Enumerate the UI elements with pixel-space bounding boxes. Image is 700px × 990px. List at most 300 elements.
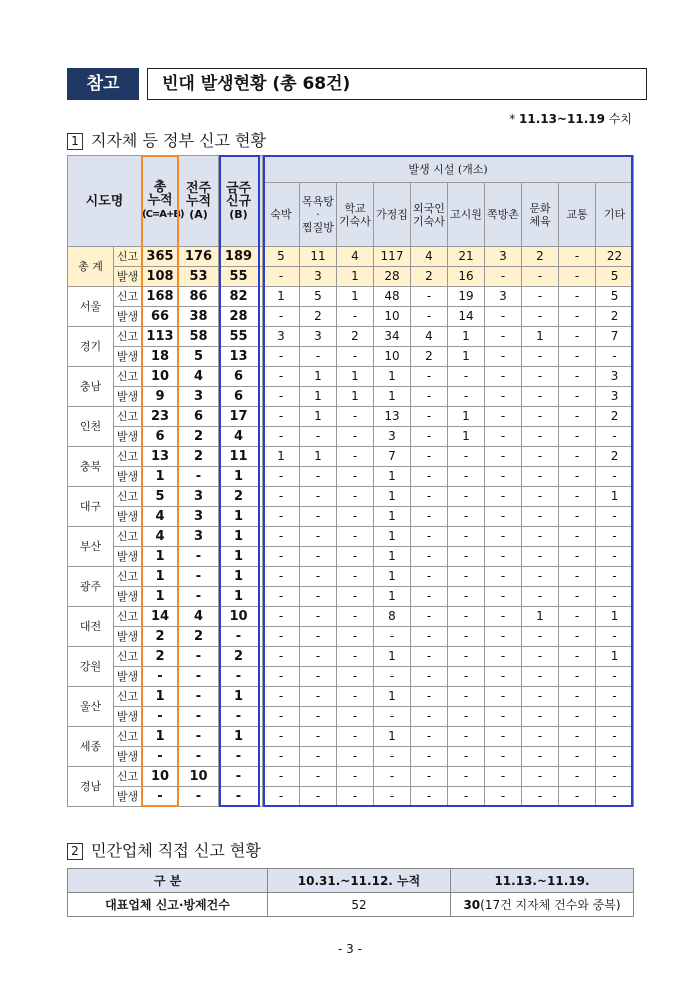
facility-cell: 4 <box>411 247 448 267</box>
facility-cell: - <box>263 587 300 607</box>
facility-cell: - <box>263 707 300 727</box>
facility-cell: 4 <box>337 247 374 267</box>
facility-cell: - <box>522 527 559 547</box>
total-cell: 1 <box>142 547 179 567</box>
facility-cell: - <box>522 467 559 487</box>
facility-cell: - <box>485 407 522 427</box>
table-row <box>68 487 634 507</box>
facility-cell: 1 <box>522 607 559 627</box>
facility-cell: - <box>485 347 522 367</box>
facility-cell: - <box>337 627 374 647</box>
facility-cell: 5 <box>300 287 337 307</box>
new-cell: 4 <box>219 427 259 447</box>
facility-cell: - <box>448 547 485 567</box>
facility-cell: 48 <box>374 287 411 307</box>
row-type: 신고 <box>114 447 142 467</box>
facility-cell: 1 <box>263 447 300 467</box>
facility-cell: - <box>448 487 485 507</box>
facility-cell: - <box>263 267 300 287</box>
facility-cell: - <box>596 427 634 447</box>
title-header <box>67 68 633 100</box>
table-row <box>68 327 634 347</box>
facility-cell: 1 <box>374 467 411 487</box>
facility-cell: - <box>522 727 559 747</box>
section1-number: 1 <box>67 133 83 150</box>
facility-cell: - <box>263 567 300 587</box>
new-cell: 1 <box>219 687 259 707</box>
facility-cell: - <box>337 707 374 727</box>
facility-cell: - <box>559 727 596 747</box>
facility-cell: 16 <box>448 267 485 287</box>
facility-cell: - <box>300 787 337 807</box>
table-row <box>68 287 634 307</box>
facility-cell: 2 <box>596 407 634 427</box>
total-cell: 168 <box>142 287 179 307</box>
table-row <box>68 667 634 687</box>
header-total-cumulative: 총 누적 (C=A+B) <box>142 156 179 247</box>
total-cell: 10 <box>142 367 179 387</box>
facility-cell: - <box>522 367 559 387</box>
t2-header-cumulative: 10.31.~11.12. 누적 <box>268 869 451 893</box>
prev-cell: 176 <box>179 247 219 267</box>
new-cell: 1 <box>219 587 259 607</box>
facility-cell: - <box>522 707 559 727</box>
new-cell: 17 <box>219 407 259 427</box>
new-cell: 1 <box>219 507 259 527</box>
facility-cell: - <box>411 307 448 327</box>
table-row <box>68 627 634 647</box>
facility-header: 쪽방촌 <box>485 183 522 247</box>
facility-cell: - <box>300 627 337 647</box>
facility-cell: 3 <box>263 327 300 347</box>
facility-cell: - <box>596 547 634 567</box>
facility-cell: - <box>448 707 485 727</box>
facility-cell: - <box>485 427 522 447</box>
region-name: 경남 <box>68 767 114 807</box>
prev-cell: 58 <box>179 327 219 347</box>
facility-cell: - <box>485 687 522 707</box>
prev-cell: 3 <box>179 527 219 547</box>
row-type: 발생 <box>114 507 142 527</box>
new-cell: 2 <box>219 647 259 667</box>
total-cell: 1 <box>142 467 179 487</box>
facility-cell: - <box>337 767 374 787</box>
facility-cell: - <box>448 787 485 807</box>
total-cell: 4 <box>142 527 179 547</box>
new-cell: 55 <box>219 267 259 287</box>
region-name: 인천 <box>68 407 114 447</box>
facility-cell: - <box>448 607 485 627</box>
row-type: 신고 <box>114 607 142 627</box>
total-cell: 66 <box>142 307 179 327</box>
facility-cell: - <box>374 767 411 787</box>
facility-cell: 1 <box>337 387 374 407</box>
facility-cell: 1 <box>337 267 374 287</box>
facility-cell: - <box>411 667 448 687</box>
total-cell: 13 <box>142 447 179 467</box>
facility-cell: - <box>485 487 522 507</box>
facility-cell: - <box>485 267 522 287</box>
facility-cell: - <box>596 687 634 707</box>
table-row <box>68 767 634 787</box>
facility-cell: - <box>263 487 300 507</box>
facility-cell: - <box>448 627 485 647</box>
facility-cell: - <box>263 747 300 767</box>
table-row <box>68 527 634 547</box>
region-name: 총 계 <box>68 247 114 287</box>
facility-cell: - <box>559 587 596 607</box>
facility-cell: - <box>596 767 634 787</box>
facility-cell: - <box>300 747 337 767</box>
facility-header: 교통 <box>559 183 596 247</box>
t2-week-value: 30(17건 지자체 건수와 중복) <box>451 893 634 917</box>
facility-cell: 1 <box>374 567 411 587</box>
table-row <box>68 727 634 747</box>
new-cell: 1 <box>219 727 259 747</box>
facility-cell: - <box>263 687 300 707</box>
new-cell: - <box>219 747 259 767</box>
row-type: 신고 <box>114 367 142 387</box>
facility-cell: - <box>337 487 374 507</box>
prev-cell: 2 <box>179 447 219 467</box>
t2-row-label: 대표업체 신고·방제건수 <box>68 893 268 917</box>
region-name: 세종 <box>68 727 114 767</box>
total-cell: 1 <box>142 687 179 707</box>
facility-cell: 1 <box>374 487 411 507</box>
facility-cell: - <box>559 527 596 547</box>
facility-cell: - <box>263 347 300 367</box>
facility-cell: - <box>374 667 411 687</box>
facility-cell: 10 <box>374 307 411 327</box>
facility-cell: - <box>411 387 448 407</box>
facility-cell: - <box>596 747 634 767</box>
facility-cell: - <box>263 387 300 407</box>
total-cell: 5 <box>142 487 179 507</box>
facility-header: 목욕탕 · 찜질방 <box>300 183 337 247</box>
facility-cell: 5 <box>596 267 634 287</box>
t2-cumulative-value: 52 <box>268 893 451 917</box>
row-type: 발생 <box>114 347 142 367</box>
facility-cell: - <box>263 407 300 427</box>
facility-header: 숙박 <box>263 183 300 247</box>
facility-cell: - <box>596 527 634 547</box>
facility-cell: 2 <box>522 247 559 267</box>
facility-cell: - <box>300 587 337 607</box>
facility-cell: - <box>559 687 596 707</box>
facility-cell: 1 <box>448 327 485 347</box>
facility-cell: - <box>559 347 596 367</box>
facility-cell: - <box>559 367 596 387</box>
facility-cell: - <box>596 347 634 367</box>
facility-cell: - <box>522 507 559 527</box>
facility-cell: - <box>522 407 559 427</box>
prev-cell: 3 <box>179 387 219 407</box>
region-name: 울산 <box>68 687 114 727</box>
new-cell: - <box>219 707 259 727</box>
row-type: 발생 <box>114 747 142 767</box>
prev-cell: 3 <box>179 507 219 527</box>
new-cell: 1 <box>219 467 259 487</box>
facility-cell: - <box>411 707 448 727</box>
prev-cell: 4 <box>179 607 219 627</box>
table-row <box>68 787 634 807</box>
facility-cell: - <box>559 707 596 727</box>
facility-cell: - <box>522 387 559 407</box>
t2-header-week: 11.13.~11.19. <box>451 869 634 893</box>
facility-cell: - <box>522 747 559 767</box>
facility-cell: 1 <box>596 487 634 507</box>
facility-cell: - <box>485 767 522 787</box>
prev-cell: 53 <box>179 267 219 287</box>
facility-cell: 1 <box>374 527 411 547</box>
facility-cell: - <box>485 787 522 807</box>
facility-cell: - <box>596 587 634 607</box>
facility-cell: 1 <box>522 327 559 347</box>
section2-heading <box>67 838 261 861</box>
facility-cell: - <box>596 787 634 807</box>
facility-cell: 1 <box>374 507 411 527</box>
facility-cell: - <box>337 567 374 587</box>
table-row <box>68 507 634 527</box>
prev-cell: 10 <box>179 767 219 787</box>
header-new-this-week: 금주 신규 (B) <box>219 156 259 247</box>
new-cell: 1 <box>219 547 259 567</box>
facility-cell: - <box>559 607 596 627</box>
table-row <box>68 307 634 327</box>
total-cell: - <box>142 707 179 727</box>
total-cell: 113 <box>142 327 179 347</box>
facility-cell: - <box>448 747 485 767</box>
facility-cell: - <box>485 667 522 687</box>
new-cell: - <box>219 667 259 687</box>
facility-cell: 1 <box>337 367 374 387</box>
facility-header: 학교 기숙사 <box>337 183 374 247</box>
facility-cell: 3 <box>485 287 522 307</box>
facility-cell: - <box>485 327 522 347</box>
facility-cell: - <box>337 307 374 327</box>
row-type: 발생 <box>114 787 142 807</box>
total-cell: 23 <box>142 407 179 427</box>
facility-cell: - <box>522 347 559 367</box>
table-row <box>68 547 634 567</box>
facility-cell: - <box>263 427 300 447</box>
facility-cell: - <box>559 427 596 447</box>
facility-cell: - <box>411 367 448 387</box>
facility-cell: - <box>300 767 337 787</box>
table-row <box>68 387 634 407</box>
region-name: 충북 <box>68 447 114 487</box>
facility-cell: - <box>263 787 300 807</box>
row-type: 발생 <box>114 387 142 407</box>
prev-cell: 5 <box>179 347 219 367</box>
facility-cell: 1 <box>374 367 411 387</box>
new-cell: 189 <box>219 247 259 267</box>
facility-cell: - <box>411 727 448 747</box>
facility-cell: 21 <box>448 247 485 267</box>
facility-cell: - <box>448 447 485 467</box>
facility-cell: - <box>300 687 337 707</box>
facility-cell: - <box>337 667 374 687</box>
facility-cell: 2 <box>300 307 337 327</box>
facility-cell: - <box>559 547 596 567</box>
section2-number: 2 <box>67 843 83 860</box>
facility-cell: - <box>559 247 596 267</box>
facility-cell: - <box>522 547 559 567</box>
facility-cell: - <box>411 607 448 627</box>
row-type: 발생 <box>114 587 142 607</box>
facility-cell: - <box>596 707 634 727</box>
header-region: 시도명 <box>68 156 142 247</box>
region-name: 강원 <box>68 647 114 687</box>
prev-cell: - <box>179 467 219 487</box>
region-name: 부산 <box>68 527 114 567</box>
facility-cell: - <box>522 487 559 507</box>
facility-cell: - <box>596 467 634 487</box>
new-cell: 28 <box>219 307 259 327</box>
facility-cell: - <box>485 467 522 487</box>
facility-cell: 1 <box>374 727 411 747</box>
facility-cell: 1 <box>374 647 411 667</box>
table-row <box>68 567 634 587</box>
total-cell: 9 <box>142 387 179 407</box>
facility-cell: - <box>596 727 634 747</box>
facility-cell: - <box>448 387 485 407</box>
facility-cell: - <box>559 507 596 527</box>
facility-cell: - <box>300 467 337 487</box>
facility-cell: - <box>485 707 522 727</box>
facility-cell: - <box>300 547 337 567</box>
facility-cell: - <box>485 367 522 387</box>
facility-cell: - <box>300 507 337 527</box>
row-type: 신고 <box>114 727 142 747</box>
total-cell: 108 <box>142 267 179 287</box>
facility-cell: - <box>485 647 522 667</box>
facility-cell: - <box>522 687 559 707</box>
facility-cell: - <box>337 527 374 547</box>
facility-cell: - <box>448 467 485 487</box>
facility-cell: - <box>448 527 485 547</box>
facility-header: 기타 <box>596 183 634 247</box>
reference-tag: 참고 <box>67 68 139 100</box>
facility-cell: - <box>522 307 559 327</box>
row-type: 발생 <box>114 467 142 487</box>
facility-cell: - <box>559 627 596 647</box>
facility-cell: - <box>485 587 522 607</box>
header-facility-group: 발생 시설 (개소) <box>263 156 634 183</box>
facility-cell: - <box>300 707 337 727</box>
facility-cell: 3 <box>374 427 411 447</box>
table-row <box>68 407 634 427</box>
prev-cell: - <box>179 547 219 567</box>
total-cell: 18 <box>142 347 179 367</box>
facility-cell: - <box>263 467 300 487</box>
facility-cell: - <box>300 487 337 507</box>
prev-cell: 38 <box>179 307 219 327</box>
table-row <box>68 447 634 467</box>
facility-cell: - <box>448 647 485 667</box>
facility-cell: - <box>448 727 485 747</box>
facility-cell: 13 <box>374 407 411 427</box>
facility-cell: - <box>374 627 411 647</box>
facility-cell: - <box>411 627 448 647</box>
facility-cell: - <box>411 567 448 587</box>
facility-cell: - <box>411 787 448 807</box>
facility-cell: - <box>559 287 596 307</box>
facility-cell: 3 <box>596 367 634 387</box>
total-cell: 1 <box>142 587 179 607</box>
facility-cell: - <box>522 427 559 447</box>
row-type: 신고 <box>114 767 142 787</box>
facility-cell: - <box>485 607 522 627</box>
facility-cell: - <box>411 547 448 567</box>
facility-cell: 1 <box>300 367 337 387</box>
facility-cell: - <box>374 747 411 767</box>
facility-cell: - <box>485 747 522 767</box>
page-title: 빈대 발생현황 (총 68건) <box>147 68 647 100</box>
facility-cell: 117 <box>374 247 411 267</box>
facility-cell: - <box>485 527 522 547</box>
total-cell: 2 <box>142 627 179 647</box>
facility-cell: - <box>485 727 522 747</box>
facility-cell: 3 <box>596 387 634 407</box>
row-type: 발생 <box>114 307 142 327</box>
facility-cell: - <box>559 567 596 587</box>
facility-cell: 1 <box>300 407 337 427</box>
table-row <box>68 607 634 627</box>
table-row <box>68 347 634 367</box>
new-cell: 1 <box>219 527 259 547</box>
facility-cell: 1 <box>448 347 485 367</box>
section1-heading <box>67 128 266 151</box>
facility-cell: - <box>411 687 448 707</box>
table-row <box>68 687 634 707</box>
facility-cell: 1 <box>448 407 485 427</box>
facility-cell: - <box>596 627 634 647</box>
facility-cell: - <box>411 407 448 427</box>
facility-cell: - <box>374 707 411 727</box>
facility-header: 고시원 <box>448 183 485 247</box>
facility-cell: - <box>485 567 522 587</box>
row-type: 발생 <box>114 267 142 287</box>
facility-cell: 11 <box>300 247 337 267</box>
prev-cell: - <box>179 587 219 607</box>
row-type: 신고 <box>114 687 142 707</box>
row-type: 발생 <box>114 547 142 567</box>
facility-cell: - <box>337 467 374 487</box>
facility-cell: 2 <box>411 347 448 367</box>
table-row <box>68 647 634 667</box>
facility-cell: - <box>263 307 300 327</box>
facility-cell: 2 <box>337 327 374 347</box>
total-cell: - <box>142 747 179 767</box>
facility-cell: 5 <box>263 247 300 267</box>
table-row <box>68 467 634 487</box>
facility-cell: - <box>263 647 300 667</box>
facility-cell: - <box>337 607 374 627</box>
prev-cell: - <box>179 567 219 587</box>
row-type: 신고 <box>114 287 142 307</box>
facility-cell: - <box>337 687 374 707</box>
total-cell: 1 <box>142 567 179 587</box>
facility-cell: - <box>263 727 300 747</box>
facility-cell: 1 <box>337 287 374 307</box>
prev-cell: - <box>179 747 219 767</box>
facility-cell: 8 <box>374 607 411 627</box>
new-cell: 82 <box>219 287 259 307</box>
facility-cell: - <box>485 547 522 567</box>
facility-cell: 10 <box>374 347 411 367</box>
table-row <box>68 707 634 727</box>
